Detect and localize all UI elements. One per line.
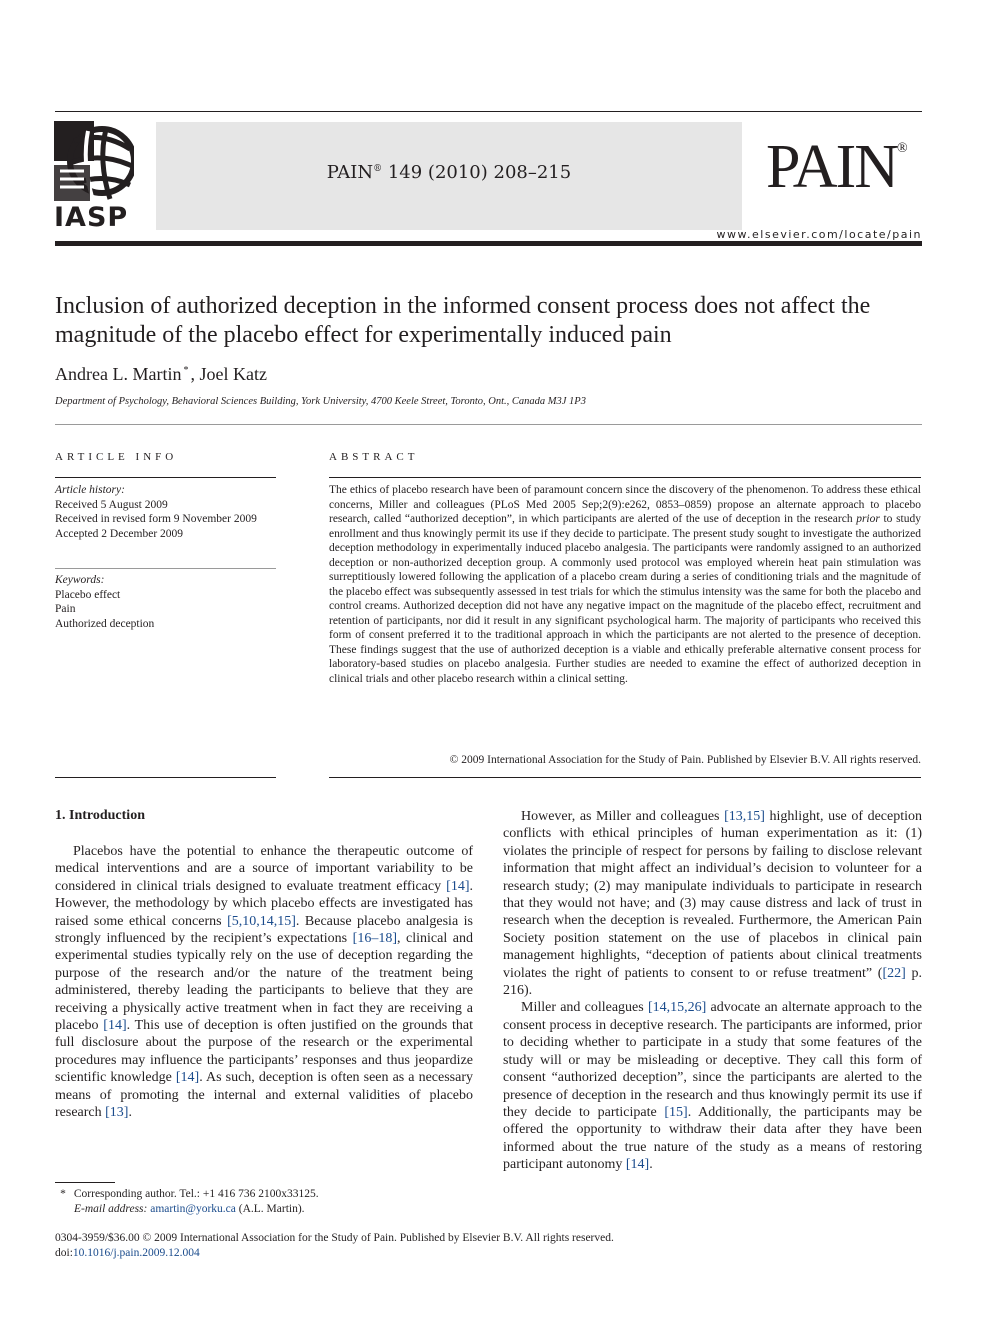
paragraph-text: . This use of deception is often justified on the grounds that full disclosure about the purpose of the research or the experimental procedures may influence the participants’ responses and thus jeopardize scientific knowledge: [55, 1018, 474, 1086]
journal-citation: [156, 162, 742, 183]
doi-line: doi:10.1016/j.pain.2009.12.004: [55, 1246, 200, 1259]
citation-link[interactable]: [5,10,14,15]: [227, 913, 296, 929]
author-separator: ,: [190, 364, 200, 384]
paragraph-text: . However, the methodology by which placebo effects are investigated has raised some ethical concerns: [55, 878, 473, 929]
email-label: E-mail address:: [74, 1202, 148, 1215]
history-item: Accepted 2 December 2009: [55, 527, 184, 540]
history-item: Received in revised form 9 November 2009: [55, 513, 257, 525]
keyword-item: Placebo effect: [55, 588, 121, 601]
header-bottom-rule: [55, 241, 922, 246]
pain-journal-logo: PAIN®: [766, 133, 906, 201]
journal-reg-mark: ®: [373, 164, 383, 174]
abstract-copyright: © 2009 International Association for the Study of Pain. Published by Elsevier B.V. All rights reserved.: [449, 754, 921, 766]
footnote-mark: *: [60, 1188, 66, 1200]
email-link[interactable]: amartin@yorku.ca: [150, 1202, 236, 1215]
paragraph-text: .: [649, 1157, 653, 1173]
citation-link[interactable]: [22]: [882, 965, 906, 981]
keyword-item: Pain: [55, 603, 76, 615]
body-column-right: [503, 808, 922, 1174]
citation-link[interactable]: [14]: [446, 878, 470, 894]
citation-link[interactable]: [13,15]: [724, 809, 765, 824]
article-title: Inclusion of authorized deception in the informed consent process does not affect the magnitude of the placebo effect for experimentally induced pain: [55, 293, 871, 348]
citation-link[interactable]: [14]: [625, 1157, 650, 1173]
abstract-text: The ethics of placebo research have been of paramount concern since the discovery of the phenomenon. To address these ethical concerns, Miller and colleagues (PLoS Med 2005 Sep;2(9):e262, 0853–0859) propose an alternate approach to placebo research, called “authorized deception”, in which participants are alerted of the use of deception in the research prior to study enrollment and thus knowingly permit its use if they decide to participate. The present study sought to investigate the authorized deception methodology in experimentally induced placebo analgesia. The participants were randomly assigned to an authorized deception or non-authorized deception group. A commonly used protocol was employed wherein heat pain stimulation was surreptitiously lowered following the application of a placebo cream during a series of conditioning trials and the magnitude of the placebo effect was subsequently assessed in test trials for which the stimulus intensity was the same for both the placebo and control creams. Authorized deception did not have any negative impact on the magnitude of the placebo effect, recruitment and retention of participants, nor did it result in any significant psychological harm. The majority of participants who received this form of consent preferred it to the traditional approach in which the participants are not alerted to the presence of deception. These findings suggest that the use of authorized deception is a viable and ethically preferable alternative consent process for laboratory-based studies on placebo analgesia. Further studies are needed to examine the effect of authorized deception in clinical trials and other placebo research within a clinical setting.: [329, 484, 921, 685]
article-history: [55, 483, 276, 541]
paragraph-text: highlight, use of deception conflicts with ethical principles of human experimentation as it: (1) violates the principle of respect for persons by failing to disclose relevant information that might affect an individual’s decision to volunteer for a research study; (2) may manipulate individuals to participate in research that they would not have; and (3) may cause distress and lack of trust in research when the deception is revealed. Furthermore, the American Pain Society position statement on the use of placebos in clinical pain management highlights, “deception of patients about clinical treatments violates the right of patients to consent to or refuse treatment” (: [503, 809, 923, 981]
page-footer: [55, 1231, 614, 1260]
section-heading-introduction: 1. Introduction: [55, 808, 145, 823]
paragraph-text: . Because placebo analgesia is strongly influenced by the recipient’s expectations: [55, 913, 473, 947]
paragraph-text: .: [128, 1105, 132, 1121]
journal-url-link[interactable]: www.elsevier.com/locate/pain: [716, 228, 922, 241]
author-affiliation: Department of Psychology, Behavioral Sciences Building, York University, 4700 Keele Street, Toronto, Ont., Canada M3J 1P3: [55, 396, 586, 407]
paragraph-text: Miller and colleagues: [521, 1000, 648, 1016]
affiliation-rule: [55, 424, 922, 425]
keywords-rule: [55, 568, 276, 569]
abstract-heading: ABSTRACT: [329, 451, 419, 463]
article-history-label: Article history:: [55, 484, 125, 496]
paragraph-text: . As such, deception is often seen as a necessary means of promoting the internal and external validities of placebo research: [55, 1070, 473, 1121]
footnote: [55, 1187, 475, 1216]
iasp-globe-icon: [54, 121, 134, 201]
history-item: Received 5 August 2009: [55, 498, 168, 511]
footnote-corresponding: * Corresponding author. Tel.: +1 416 736 2100x33125.: [55, 1187, 475, 1202]
keywords-block: [55, 573, 276, 631]
keywords-label: Keywords:: [55, 574, 105, 586]
paragraph-text: , clinical and experimental studies typically rely on the use of deception regarding the purpose of the research and/or the nature of the treatment being administered, thereby leading the participants to believe that they are receiving a physically active treatment when in fact they are receiving a placebo: [55, 931, 473, 1034]
footnote-rule: [55, 1182, 115, 1183]
citation-link[interactable]: [14,15,26]: [647, 1000, 707, 1016]
abstract-bottom-rule: [329, 777, 921, 778]
corresponding-author-mark[interactable]: *: [183, 365, 189, 376]
header-top-rule: [55, 111, 922, 112]
author-name[interactable]: Joel Katz: [199, 364, 267, 384]
doi-link[interactable]: 10.1016/j.pain.2009.12.004: [72, 1246, 200, 1259]
article-info-heading: ARTICLE INFO: [55, 451, 178, 463]
paragraph-text: However, as Miller and colleagues: [521, 809, 725, 824]
citation-link[interactable]: [16–18]: [352, 931, 397, 947]
keyword-item: Authorized deception: [55, 617, 155, 630]
paragraph: [55, 843, 473, 1122]
citation-link[interactable]: [14]: [175, 1070, 200, 1086]
footnote-email-line: E-mail address: amartin@yorku.ca (A.L. Martin).: [74, 1202, 305, 1215]
paragraph: [503, 808, 922, 999]
author-list: [55, 364, 267, 385]
paragraph: [503, 999, 922, 1173]
author-name[interactable]: Andrea L. Martin: [55, 364, 182, 384]
paragraph-text: . Additionally, the participants may be offered the opportunity to withdraw their data after they have been informed about the true nature of the study as a means of restoring participant autonomy: [503, 1104, 922, 1173]
issn-copyright: 0304-3959/$36.00 © 2009 International Association for the Study of Pain. Published by Elsevier B.V. All rights reserved.: [55, 1232, 614, 1244]
citation-link[interactable]: [14]: [103, 1018, 127, 1034]
journal-name: PAIN: [326, 162, 374, 183]
paragraph-text: Placebos have the potential to enhance the therapeutic outcome of medical interventions and are a source of important variability to be considered in clinical trials designed to evaluate treatment efficacy: [55, 844, 473, 894]
journal-volume-pages: 149 (2010) 208–215: [387, 162, 572, 183]
citation-link[interactable]: [13]: [105, 1105, 129, 1121]
article-info-bottom-rule: [55, 777, 276, 778]
body-column-left: [55, 843, 473, 1122]
article-info-rule: [55, 477, 276, 478]
abstract-rule: [329, 477, 921, 478]
paragraph-text: advocate an alternate approach to the consent process in deceptive research. The participants are informed, prior to deciding whether to participate in a study that some features of the study will or may be misleading or deceptive. They call this form of consent “authorized deception”, since the participants are alerted to the presence of deception in the research and thus knowingly permit its use if they decide to participate: [503, 1000, 922, 1120]
iasp-logo-text: IASP: [54, 202, 129, 233]
citation-link[interactable]: [15]: [664, 1104, 688, 1120]
paragraph-text: p. 216).: [503, 965, 922, 999]
